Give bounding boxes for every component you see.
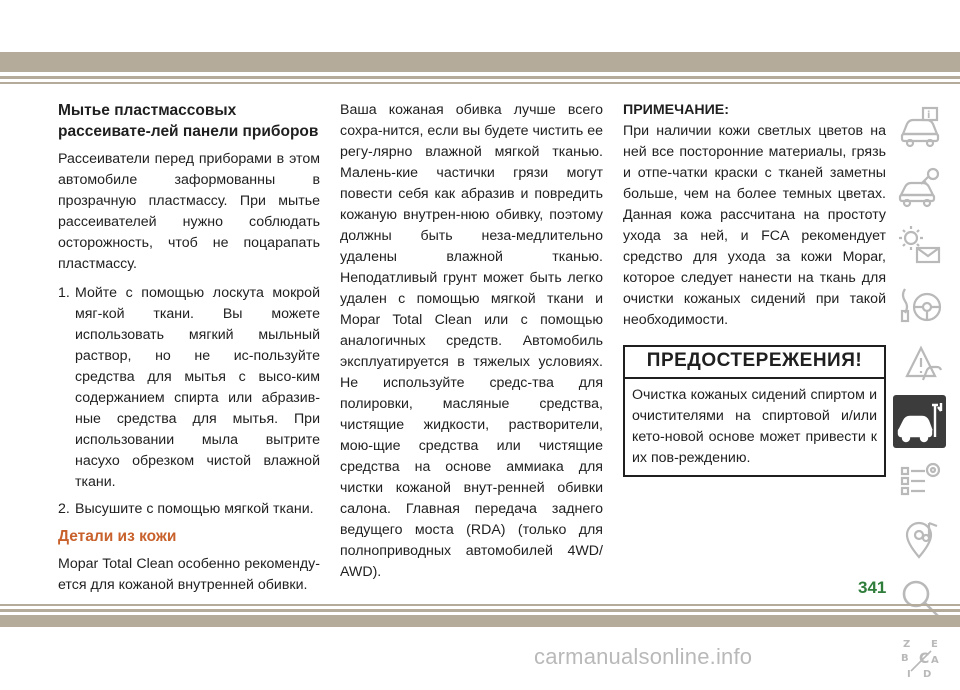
note-text: При наличии кожи светлых цветов на ней все посторонние материалы, грязь и отпе-чатки краски с тканей заметны больше, чем на более темных цветах. Данная кожа рассчитана на простоту ухода за ней, и FCA рекомендует средство для ухода за кожи Mopar, которое следует нанести на ткань для очистки кожаных сидений при такой необходимости. bbox=[623, 123, 886, 328]
page-number: 341 bbox=[858, 578, 887, 597]
section-heading: Мытье пластмассовых рассеивате-лей панели приборов bbox=[58, 102, 319, 140]
list-item: 1. Мойте с помощью лоскута мокрой мяг-кой ткани. Вы можете использовать мягкий мыльный раствор, но не ис-пользуйте средства для мытья с высо-ким содержанием спирта или абразив-ные средства для мытья. При использовании мыла вытрите насухо обрезком чистой влажной ткани. bbox=[58, 285, 320, 490]
header-band bbox=[0, 0, 960, 72]
chapter-sidebar bbox=[893, 100, 946, 690]
svg-text:E: E bbox=[930, 638, 938, 650]
svg-text:Z: Z bbox=[902, 638, 910, 650]
watermark-text: carmanualsonline.info bbox=[534, 644, 753, 669]
svg-text:A: A bbox=[930, 654, 939, 666]
svg-text:D: D bbox=[922, 668, 931, 680]
note-title: ПРИМЕЧАНИЕ: bbox=[623, 102, 729, 118]
multimedia-icon[interactable] bbox=[893, 513, 946, 566]
service-maintenance-icon[interactable] bbox=[893, 395, 946, 448]
leather-paragraph: Mopar Total Clean особенно рекоменду-ется для кожаной внутренней обивки. bbox=[58, 556, 320, 593]
intro-paragraph: Рассеиватели перед приборами в этом автомобиле заформованны в прозрачную пластмассу. При мытье рассеивателей нужно соблюдать осторожность, чтоб не поцарапать пластмассу. bbox=[58, 151, 320, 272]
svg-text:B: B bbox=[900, 652, 909, 664]
starting-driving-icon[interactable] bbox=[893, 277, 946, 330]
car-info-icon[interactable] bbox=[893, 100, 946, 153]
column-middle bbox=[340, 100, 603, 591]
list-item: 2. Высушите с помощью мягкой ткани. bbox=[58, 501, 314, 517]
specifications-icon[interactable] bbox=[893, 454, 946, 507]
svg-text:i: i bbox=[926, 109, 930, 121]
svg-text:C: C bbox=[918, 650, 929, 667]
subsection-heading: Детали из кожи bbox=[58, 528, 177, 545]
warning-text: Очистка кожаных сидений спиртом и очистителями на спиртовой и/или кето-новой основе может привести к их пов-реждению. bbox=[632, 387, 877, 466]
car-key-icon[interactable] bbox=[893, 159, 946, 212]
warning-box bbox=[623, 345, 886, 477]
column-right bbox=[623, 100, 886, 477]
emergency-icon[interactable] bbox=[893, 336, 946, 389]
svg-text:I: I bbox=[906, 668, 911, 680]
index-icon[interactable] bbox=[893, 631, 946, 684]
leather-care-paragraph: Ваша кожаная обивка лучше всего сохра-нится, если вы будете чистить ее регу-лярно влажной мягкой тканью. Малень-кие частички грязи могут повести себя как абразив и повредить кожаную внутрен-нюю обивку, поэтому должны быть неза-медлительно удалены влажной тканью. Неподатливый грунт может быть легко удален с помощью мягкой ткани и Mopar Total Clean или с помощью аналогичных средств. Автомобиль эксплуатируется в тяжелых условиях. Не используйте средс-тва для полировки, масляные средства, чистящие жидкости, растворители, мою-щие средства или чистящие средства на основе аммиака для чистки кожаной внут-ренней обивки салона. Главная передача заднего ведущего моста (RDA) (только для полноприводных автомобилей 4WD/ AWD). bbox=[340, 102, 603, 580]
warning-lights-icon[interactable] bbox=[893, 218, 946, 271]
column-left bbox=[58, 100, 320, 604]
warning-title: ПРЕДОСТЕРЕЖЕНИЯ! bbox=[625, 347, 884, 379]
steps-list bbox=[58, 283, 320, 520]
